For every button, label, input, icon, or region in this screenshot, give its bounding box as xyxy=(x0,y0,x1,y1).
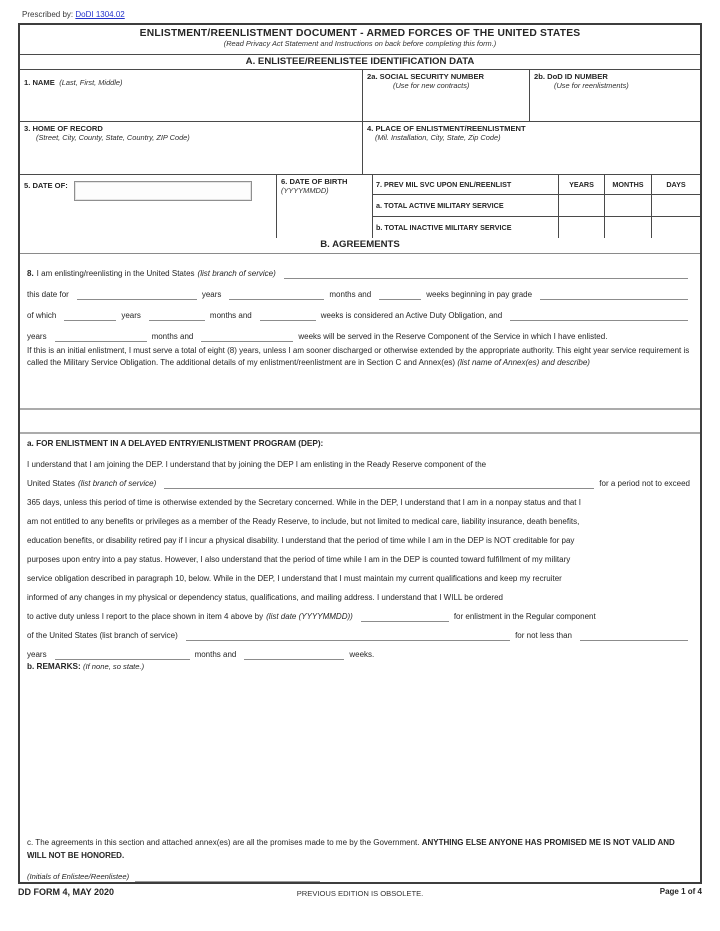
form-line xyxy=(27,508,693,527)
text-segment: service obligation described in paragraph 10, below. While in the DEP, I understand that I must maintain my current qualifications and keep my recruiter xyxy=(27,574,562,583)
blank-field[interactable] xyxy=(201,330,293,342)
field-date-of-birth[interactable] xyxy=(277,175,373,238)
text-segment: to active duty unless I report to the place shown in item 4 above by xyxy=(27,612,264,621)
text-segment: weeks beginning in pay grade xyxy=(426,290,533,299)
form-id: DD FORM 4, MAY 2020 xyxy=(18,887,115,897)
remarks-hint: (If none, so state.) xyxy=(82,662,145,671)
form-title-block xyxy=(20,25,700,55)
previous-edition-note: PREVIOUS EDITION IS OBSOLETE. xyxy=(296,889,424,898)
form-line xyxy=(27,641,693,660)
form-title: ENLISTMENT/REENLISTMENT DOCUMENT - ARMED FORCES OF THE UNITED STATES xyxy=(139,28,581,39)
text-segment: of which xyxy=(27,311,57,320)
prescribed-by-label: Prescribed by: xyxy=(22,10,74,19)
remarks-label: b. REMARKS: xyxy=(27,662,81,671)
remarks-blank-area[interactable] xyxy=(20,676,700,837)
item-8-enlistment-statement xyxy=(20,254,700,342)
prescribed-by-line xyxy=(22,10,702,19)
field-place-of-enlistment[interactable] xyxy=(363,122,700,174)
blank-field[interactable] xyxy=(361,610,449,622)
form-line xyxy=(27,279,693,300)
blank-field[interactable] xyxy=(284,267,688,279)
text-segment: 365 days, unless this period of time is otherwise extended by the Secretary concerned. While in the DEP, I understand that I am in a nonpay status and that I xyxy=(27,498,581,507)
form-footer xyxy=(18,887,702,898)
dod-id-hint: (Use for reenlistments) xyxy=(554,81,629,90)
blank-field[interactable] xyxy=(64,309,116,321)
dep-paragraph xyxy=(20,451,700,660)
row-identification-3 xyxy=(20,175,700,238)
form-subtitle: (Read Privacy Act Statement and Instructions on back before completing this form.) xyxy=(223,39,497,48)
text-segment: for enlistment in the Regular component xyxy=(453,612,596,621)
remarks-section xyxy=(20,660,700,676)
blank-field[interactable] xyxy=(55,330,147,342)
text-segment: years xyxy=(27,332,47,341)
inactive-months-cell[interactable] xyxy=(604,216,651,238)
form-line xyxy=(27,622,693,641)
total-active-service-label: a. TOTAL ACTIVE MILITARY SERVICE xyxy=(373,194,558,216)
name-label: 1. NAME xyxy=(24,78,55,87)
text-segment: for not less than xyxy=(515,631,572,640)
prev-svc-col-months: MONTHS xyxy=(604,175,651,194)
text-segment: this date for xyxy=(27,290,69,299)
text-segment: years xyxy=(27,650,47,659)
text-segment: weeks. xyxy=(349,650,375,659)
date-of-label: 5. DATE OF: xyxy=(24,181,68,190)
blank-field[interactable] xyxy=(379,288,421,300)
dep-heading: a. FOR ENLISTMENT IN A DELAYED ENTRY/ENLISTMENT PROGRAM (DEP): xyxy=(27,439,324,448)
initials-row xyxy=(20,862,700,882)
item-c-agreements xyxy=(20,837,700,862)
blank-field[interactable] xyxy=(580,629,688,641)
initials-field[interactable] xyxy=(135,870,320,882)
text-segment: months and xyxy=(194,650,237,659)
dob-label: 6. DATE OF BIRTH xyxy=(281,177,348,186)
form-line xyxy=(27,565,693,584)
text-segment: I am enlisting/reenlisting in the United States xyxy=(36,269,195,278)
item-c-bold-text: ANYTHING ELSE ANYONE HAS PROMISED ME IS NOT VALID AND WILL NOT BE HONORED. xyxy=(27,838,675,860)
dodi-link[interactable]: DoDI 1304.02 xyxy=(75,10,125,19)
field-home-of-record[interactable] xyxy=(20,122,363,174)
prev-svc-header: 7. PREV MIL SVC UPON ENL/REENLIST xyxy=(376,180,512,189)
text-segment: months and xyxy=(329,290,372,299)
form-line xyxy=(27,451,693,470)
text-segment: I understand that I am joining the DEP. I understand that by joining the DEP I am enlisting in the Ready Reserve component of the xyxy=(27,460,487,469)
form-line xyxy=(27,300,693,321)
blank-field[interactable] xyxy=(510,309,688,321)
blank-field[interactable] xyxy=(186,629,510,641)
section-a-header: A. ENLISTEE/REENLISTEE IDENTIFICATION DATA xyxy=(20,55,700,70)
ssn-label: 2a. SOCIAL SECURITY NUMBER xyxy=(367,72,485,81)
form-line xyxy=(27,258,693,279)
prev-mil-svc-table xyxy=(373,175,700,238)
form-line xyxy=(27,546,693,565)
blank-field[interactable] xyxy=(164,477,594,489)
military-service-obligation-paragraph xyxy=(20,342,700,380)
text-segment: (list date (YYYYMMDD)) xyxy=(266,612,353,621)
text-segment: (list branch of service) xyxy=(197,269,276,278)
dob-hint: (YYYYMMDD) xyxy=(281,186,329,195)
mso-text: If this is an initial enlistment, I must serve a total of eight (8) years, unless I am sooner discharged or otherwise extended by the appropriate authority. This eight year service requirement is called the Military Service Obligation. The additional details of my enlistment/reenlistment are in Section C and Annex(es) xyxy=(27,346,690,368)
text-segment: months and xyxy=(151,332,194,341)
text-segment: (list branch of service) xyxy=(78,479,157,488)
total-inactive-service-label: b. TOTAL INACTIVE MILITARY SERVICE xyxy=(373,216,558,238)
blank-field[interactable] xyxy=(149,309,205,321)
text-segment: years xyxy=(201,290,222,299)
section-b-header: B. AGREEMENTS xyxy=(20,238,700,254)
blank-field[interactable] xyxy=(229,288,324,300)
initials-hint: (Initials of Enlistee/Reenlistee) xyxy=(27,872,130,881)
inactive-years-cell[interactable] xyxy=(558,216,604,238)
text-segment: years xyxy=(121,311,141,320)
blank-field[interactable] xyxy=(540,288,688,300)
text-segment: weeks will be served in the Reserve Component of the Service in which I have enlisted. xyxy=(298,332,608,341)
blank-field[interactable] xyxy=(77,288,197,300)
active-months-cell[interactable] xyxy=(604,194,651,216)
row-identification-2 xyxy=(20,122,700,175)
form-line xyxy=(27,321,693,342)
page-number: Page 1 of 4 xyxy=(659,887,702,896)
name-hint: (Last, First, Middle) xyxy=(59,78,123,87)
form-line xyxy=(27,603,693,622)
blank-field[interactable] xyxy=(244,648,344,660)
text-segment: purposes upon entry into a pay status. However, I also understand that the period of time while I am in the DEP is counted toward fulfillment of my military xyxy=(27,555,571,564)
text-segment: of the United States (list branch of service) xyxy=(27,631,178,640)
form-line xyxy=(27,527,693,546)
form-line xyxy=(27,470,693,489)
text-segment: education benefits, or disability retired pay if I incur a physical disability. I understand that the period of time while I am in the DEP is NOT creditable for pay xyxy=(27,536,575,545)
text-segment: 8. xyxy=(27,269,34,278)
home-of-record-label: 3. HOME OF RECORD xyxy=(24,124,103,133)
place-hint: (Mil. Installation, City, State, Zip Code) xyxy=(375,133,501,142)
prev-svc-col-days: DAYS xyxy=(651,175,700,194)
text-segment: for a period not to exceed xyxy=(599,479,690,488)
field-name[interactable] xyxy=(20,70,363,121)
text-segment: United States xyxy=(27,479,76,488)
blank-field[interactable] xyxy=(55,648,190,660)
text-segment: weeks is considered an Active Duty Obligation, and xyxy=(320,311,503,320)
active-years-cell[interactable] xyxy=(558,194,604,216)
text-segment: am not entitled to any benefits or privileges as a member of the Ready Reserve, to include, but not limited to medical care, liability insurance, death benefits, xyxy=(27,517,580,526)
inactive-days-cell[interactable] xyxy=(651,216,700,238)
blank-field[interactable] xyxy=(260,309,316,321)
active-days-cell[interactable] xyxy=(651,194,700,216)
form-border-box xyxy=(18,23,702,884)
annex-write-in-line-1[interactable] xyxy=(20,380,700,410)
ssn-hint: (Use for new contracts) xyxy=(393,81,470,90)
field-date-of xyxy=(20,175,277,238)
text-segment: months and xyxy=(209,311,252,320)
home-of-record-hint: (Street, City, County, State, Country, ZIP Code) xyxy=(36,133,190,142)
item-c-text: c. The agreements in this section and attached annex(es) are all the promises made to me by the Government. xyxy=(27,838,422,848)
dod-id-label: 2b. DoD ID NUMBER xyxy=(534,72,608,81)
form-line xyxy=(27,584,693,603)
annex-write-in-line-2[interactable] xyxy=(20,410,700,434)
prev-svc-col-years: YEARS xyxy=(558,175,604,194)
field-ssn[interactable] xyxy=(363,70,530,121)
place-label: 4. PLACE OF ENLISTMENT/REENLISTMENT xyxy=(367,124,526,133)
date-of-input[interactable] xyxy=(74,181,252,201)
field-dod-id[interactable] xyxy=(530,70,700,121)
form-line xyxy=(27,489,693,508)
row-identification-1 xyxy=(20,70,700,122)
text-segment: informed of any changes in my physical or dependency status, qualifications, and mailing address. I understand that I WILL be ordered xyxy=(27,593,503,602)
mso-italic-hint: (list name of Annex(es) and describe) xyxy=(457,358,590,368)
